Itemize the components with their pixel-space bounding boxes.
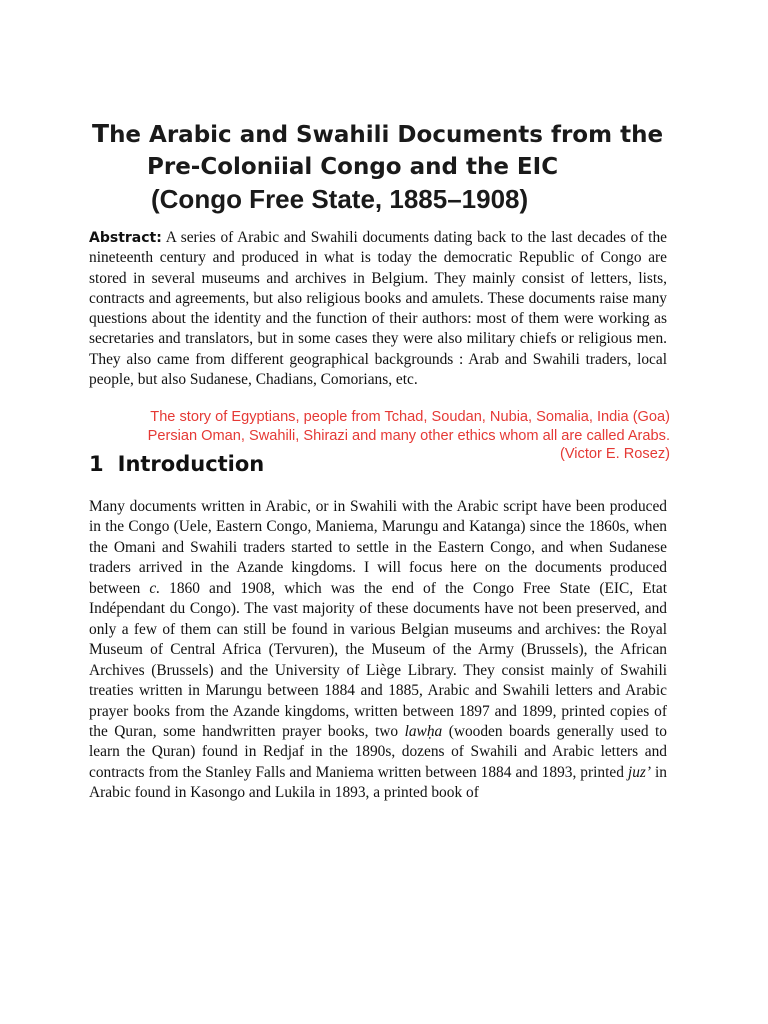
- circa-abbrev: c.: [149, 579, 161, 597]
- title-line-3: (Congo Free State, 1885–1908): [151, 184, 529, 214]
- section-heading: [89, 452, 264, 476]
- body-segment-1: Many documents written in Arabic, or in Swahili with the Arabic script have been produced in the Congo (Uele, Eastern Congo, Maniema, Marungu and Katanga) since the 1860s, when the Omani and Swahili traders started to settle in the Eastern Congo, and when Sudanese traders arrived in the Azande kingdoms. I will focus here on the documents produced between: [89, 498, 667, 597]
- paper-title: [88, 118, 688, 215]
- section-number: 1: [89, 452, 104, 476]
- section-title: Introduction: [117, 452, 265, 476]
- title-line-1: [92, 118, 688, 151]
- annotation-line-1: The story of Egyptians, people from Tchad, Soudan, Nubia, Somalia, India (Goa): [150, 409, 670, 425]
- term-lawha: lawḥa: [404, 722, 443, 740]
- body-segment-3: (wooden boards generally used to learn the Quran) found in Redjaf in the 1890s, dozens of Swahili and Arabic letters and contracts from the Stanley Falls and Maniema written between 1884 and 1893, printed: [89, 722, 668, 781]
- title-initial: T: [92, 119, 110, 148]
- title-line-1-text: he Arabic and Swahili Documents from the: [109, 122, 664, 148]
- title-line-2: Pre-Coloniial Congo and the EIC: [147, 154, 559, 180]
- abstract-text: A series of Arabic and Swahili documents dating back to the last decades of the nineteenth century and produced in what is today the democratic Republic of Congo are stored in several museums and archives in Belgium. They mainly consist of letters, lists, contracts and agreements, but also religious books and amulets. These documents raise many questions about the identity and the function of their authors: most of them were working as secretaries and translators, but in some cases they were also military chiefs or religious men. They also came from different geographical backgrounds : Arab and Swahili traders, local people, but also Sudanese, Chadians, Comorians, etc.: [89, 229, 667, 389]
- body-paragraph: [89, 497, 667, 804]
- abstract-label: Abstract:: [89, 230, 162, 246]
- body-segment-4: in Arabic found in Kasongo and Lukila in 1893, a printed book of: [89, 763, 667, 802]
- term-juz: juz’: [627, 763, 652, 781]
- paragraph: [89, 497, 667, 804]
- annotation-attribution: (Victor E. Rosez): [559, 446, 670, 462]
- annotation-line-2: Persian Oman, Swahili, Shirazi and many other ethics whom all are called Arabs.: [147, 427, 670, 444]
- body-segment-2: 1860 and 1908, which was the end of the Congo Free State (EIC, Etat Indépendant du Congo). The vast majority of these documents have not been preserved, and only a few of them can still be found in various Belgian museums and archives: the Royal Museum of Central Africa (Tervuren), the Museum of the Army (Brussels), the African Archives (Brussels) and the University of Liège Library. They consist mainly of Swahili treaties written in Marungu between 1884 and 1885, Arabic and Swahili letters and Arabic prayer books from the Azande kingdoms, written between 1897 and 1899, printed copies of the Quran, some handwritten prayer books, two: [89, 579, 667, 740]
- abstract: [89, 228, 667, 390]
